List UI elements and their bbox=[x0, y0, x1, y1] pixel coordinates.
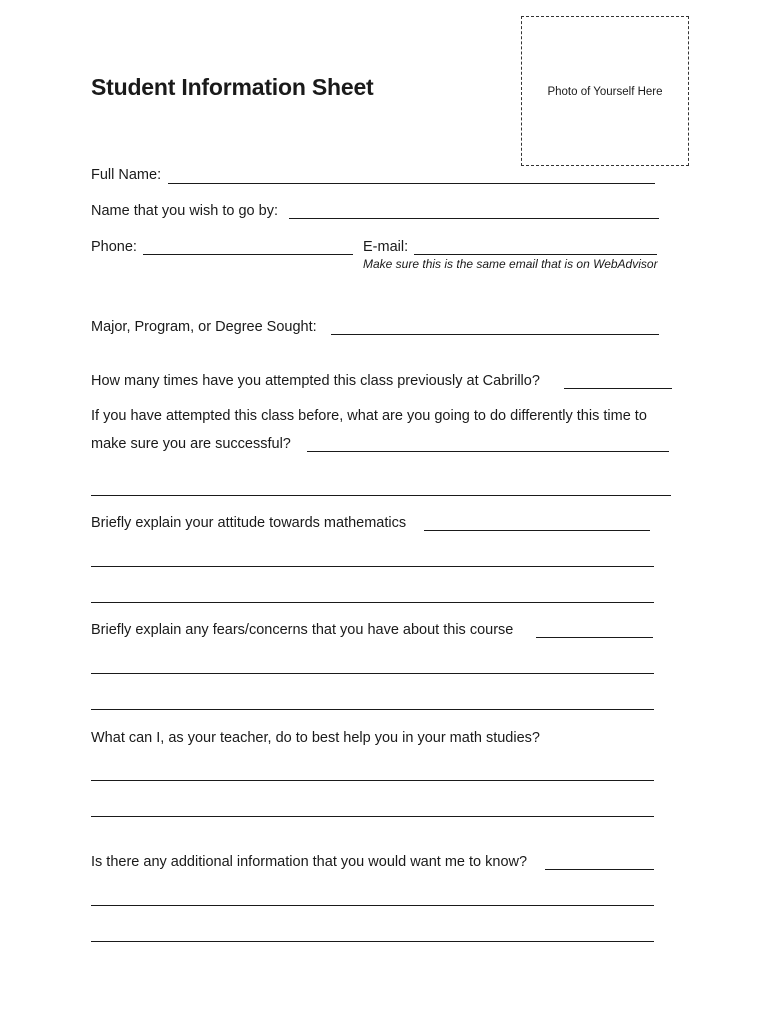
fears-field-2[interactable] bbox=[91, 673, 654, 674]
full-name-label: Full Name: bbox=[91, 167, 162, 183]
preferred-name-label: Name that you wish to go by: bbox=[91, 203, 278, 219]
additional-field-2[interactable] bbox=[91, 905, 654, 906]
email-label: E-mail: bbox=[363, 239, 409, 255]
teacher-help-field-2[interactable] bbox=[91, 816, 654, 817]
photo-label: Photo of Yourself Here bbox=[547, 86, 663, 98]
page-title: Student Information Sheet bbox=[91, 74, 374, 100]
major-field[interactable] bbox=[331, 334, 659, 335]
fears-field-3[interactable] bbox=[91, 709, 654, 710]
additional-question: Is there any additional information that you would want me to know? bbox=[91, 854, 528, 870]
differently-question-line2: make sure you are successful? bbox=[91, 436, 291, 452]
email-field[interactable] bbox=[414, 254, 657, 255]
phone-field[interactable] bbox=[143, 254, 353, 255]
attitude-question: Briefly explain your attitude towards mathematics bbox=[91, 515, 407, 531]
major-label: Major, Program, or Degree Sought: bbox=[91, 319, 317, 335]
fears-question: Briefly explain any fears/concerns that you have about this course bbox=[91, 622, 514, 638]
email-note: Make sure this is the same email that is on WebAdvisor bbox=[363, 257, 658, 271]
attitude-field-2[interactable] bbox=[91, 566, 654, 567]
phone-label: Phone: bbox=[91, 239, 137, 255]
additional-field-3[interactable] bbox=[91, 941, 654, 942]
attitude-field-1[interactable] bbox=[424, 530, 650, 531]
teacher-help-field-1[interactable] bbox=[91, 780, 654, 781]
photo-placeholder[interactable] bbox=[521, 16, 689, 166]
fears-field-1[interactable] bbox=[536, 637, 653, 638]
attitude-field-3[interactable] bbox=[91, 602, 654, 603]
preferred-name-field[interactable] bbox=[289, 218, 659, 219]
full-name-field[interactable] bbox=[168, 183, 655, 184]
attempts-field[interactable] bbox=[564, 388, 672, 389]
teacher-help-question: What can I, as your teacher, do to best help you in your math studies? bbox=[91, 730, 540, 746]
additional-field-1[interactable] bbox=[545, 869, 654, 870]
attempts-question: How many times have you attempted this class previously at Cabrillo? bbox=[91, 373, 540, 389]
differently-field-2[interactable] bbox=[91, 495, 671, 496]
differently-question-line1: If you have attempted this class before, what are you going to do differently this time to bbox=[91, 408, 647, 424]
differently-field-1[interactable] bbox=[307, 451, 669, 452]
